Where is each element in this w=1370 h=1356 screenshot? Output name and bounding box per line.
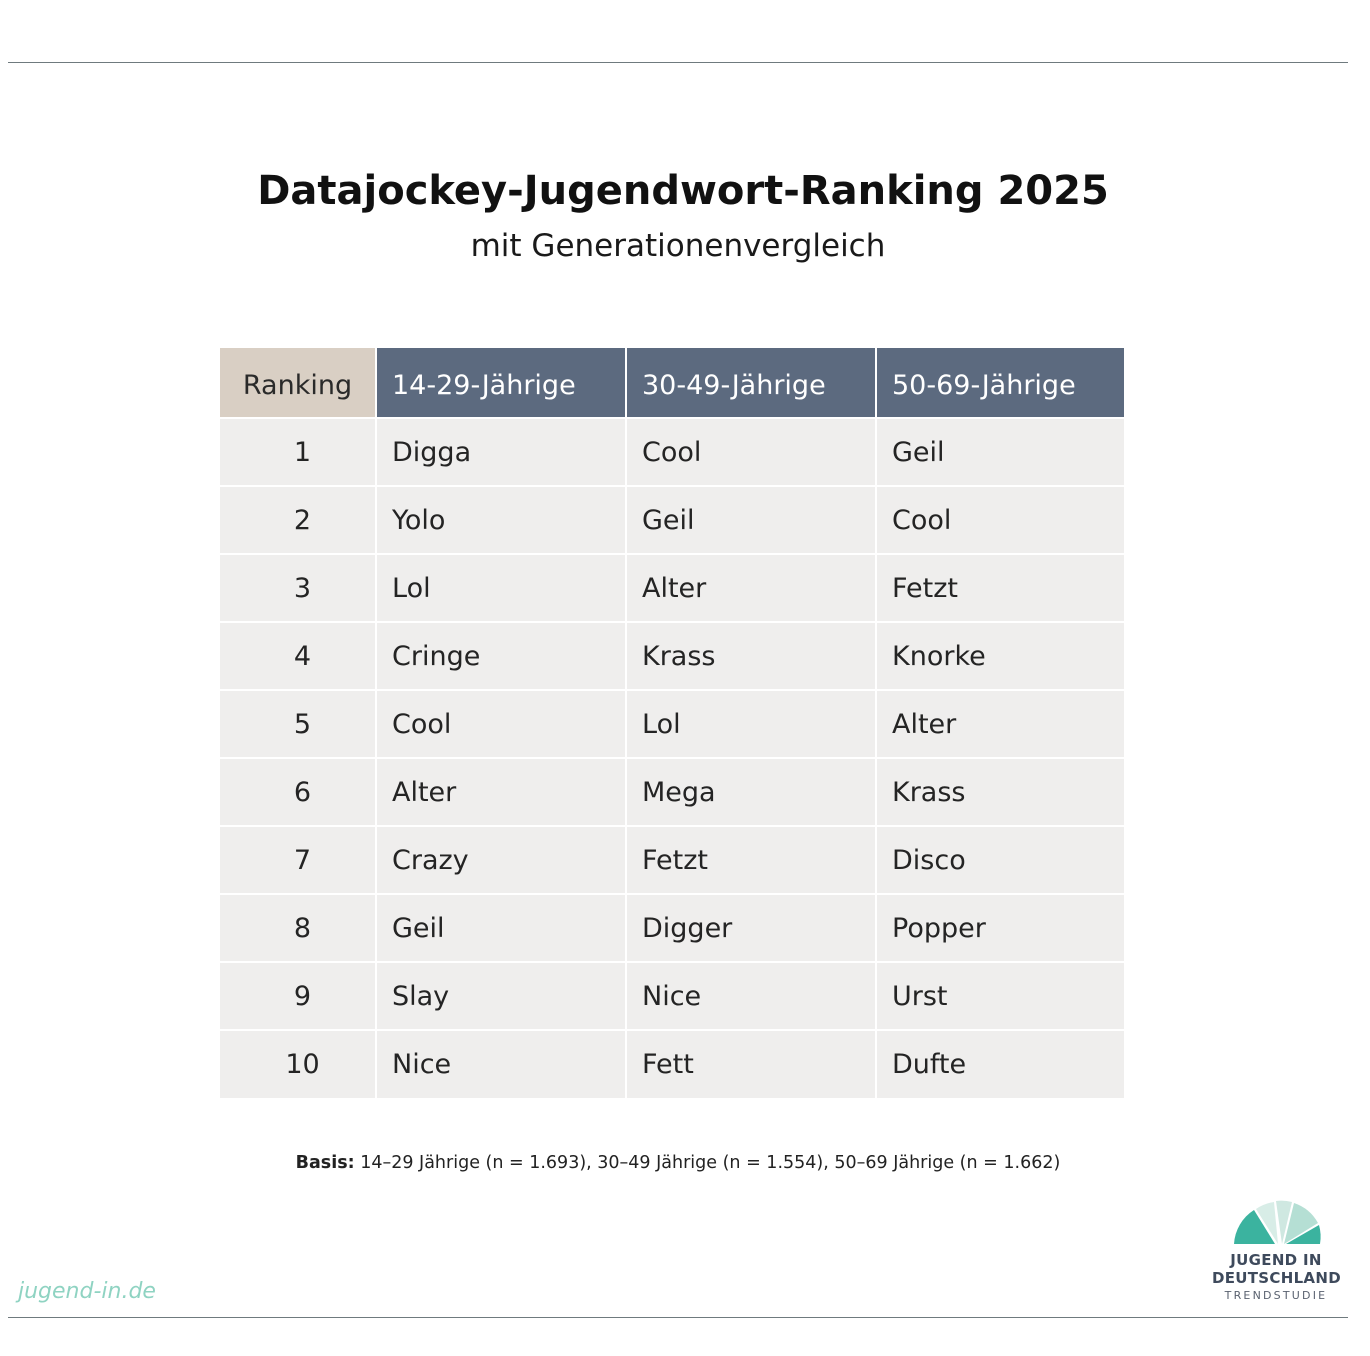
- word-cell: Geil: [876, 418, 1124, 486]
- table-row: [220, 894, 1124, 962]
- table-row: [220, 554, 1124, 622]
- word-cell: Popper: [876, 894, 1124, 962]
- fan-logo-icon: [1232, 1190, 1322, 1248]
- word-cell: Geil: [376, 894, 626, 962]
- table-row: [220, 758, 1124, 826]
- column-header-50-69: 50-69-Jährige: [876, 348, 1124, 418]
- table-row: [220, 826, 1124, 894]
- word-cell: Digga: [376, 418, 626, 486]
- rank-cell: 5: [220, 690, 376, 758]
- column-header-30-49: 30-49-Jährige: [626, 348, 876, 418]
- rank-cell: 9: [220, 962, 376, 1030]
- word-cell: Cool: [376, 690, 626, 758]
- site-url: jugend-in.de: [18, 1279, 156, 1304]
- word-cell: Alter: [876, 690, 1124, 758]
- word-cell: Cool: [876, 486, 1124, 554]
- column-header-ranking: Ranking: [220, 348, 376, 418]
- table-body: [220, 418, 1124, 1098]
- top-divider: [8, 62, 1348, 63]
- logo-line-1: JUGEND IN: [1230, 1251, 1322, 1269]
- rank-cell: 7: [220, 826, 376, 894]
- footnote: [0, 1153, 1356, 1173]
- rank-cell: 10: [220, 1030, 376, 1098]
- word-cell: Lol: [626, 690, 876, 758]
- table-row: [220, 622, 1124, 690]
- word-cell: Alter: [376, 758, 626, 826]
- footnote-label: Basis:: [295, 1153, 355, 1173]
- word-cell: Fetzt: [876, 554, 1124, 622]
- word-cell: Disco: [876, 826, 1124, 894]
- word-cell: Knorke: [876, 622, 1124, 690]
- word-cell: Geil: [626, 486, 876, 554]
- brand-logo: [1212, 1188, 1340, 1306]
- table-row: [220, 486, 1124, 554]
- word-cell: Krass: [626, 622, 876, 690]
- footnote-text: 14–29 Jährige (n = 1.693), 30–49 Jährige (n = 1.554), 50–69 Jährige (n = 1.662): [354, 1153, 1061, 1173]
- rank-cell: 2: [220, 486, 376, 554]
- word-cell: Mega: [626, 758, 876, 826]
- word-cell: Urst: [876, 962, 1124, 1030]
- rank-cell: 3: [220, 554, 376, 622]
- table-row: [220, 962, 1124, 1030]
- word-cell: Slay: [376, 962, 626, 1030]
- chart-title: Datajockey-Jugendwort-Ranking 2025: [257, 168, 1109, 214]
- table-row: [220, 1030, 1124, 1098]
- table-row: [220, 418, 1124, 486]
- word-cell: Dufte: [876, 1030, 1124, 1098]
- word-cell: Krass: [876, 758, 1124, 826]
- word-cell: Alter: [626, 554, 876, 622]
- word-cell: Crazy: [376, 826, 626, 894]
- word-cell: Lol: [376, 554, 626, 622]
- rank-cell: 1: [220, 418, 376, 486]
- word-cell: Digger: [626, 894, 876, 962]
- word-cell: Yolo: [376, 486, 626, 554]
- logo-line-3: TRENDSTUDIE: [1224, 1289, 1328, 1302]
- logo-line-2: DEUTSCHLAND: [1212, 1269, 1341, 1287]
- rank-cell: 4: [220, 622, 376, 690]
- rank-cell: 6: [220, 758, 376, 826]
- ranking-table: [220, 348, 1124, 1098]
- word-cell: Fetzt: [626, 826, 876, 894]
- word-cell: Cringe: [376, 622, 626, 690]
- bottom-divider: [8, 1317, 1348, 1318]
- table-header-row: [220, 348, 1124, 418]
- word-cell: Nice: [376, 1030, 626, 1098]
- word-cell: Nice: [626, 962, 876, 1030]
- table-row: [220, 690, 1124, 758]
- column-header-14-29: 14-29-Jährige: [376, 348, 626, 418]
- word-cell: Fett: [626, 1030, 876, 1098]
- rank-cell: 8: [220, 894, 376, 962]
- word-cell: Cool: [626, 418, 876, 486]
- chart-subtitle: mit Generationenvergleich: [470, 228, 886, 264]
